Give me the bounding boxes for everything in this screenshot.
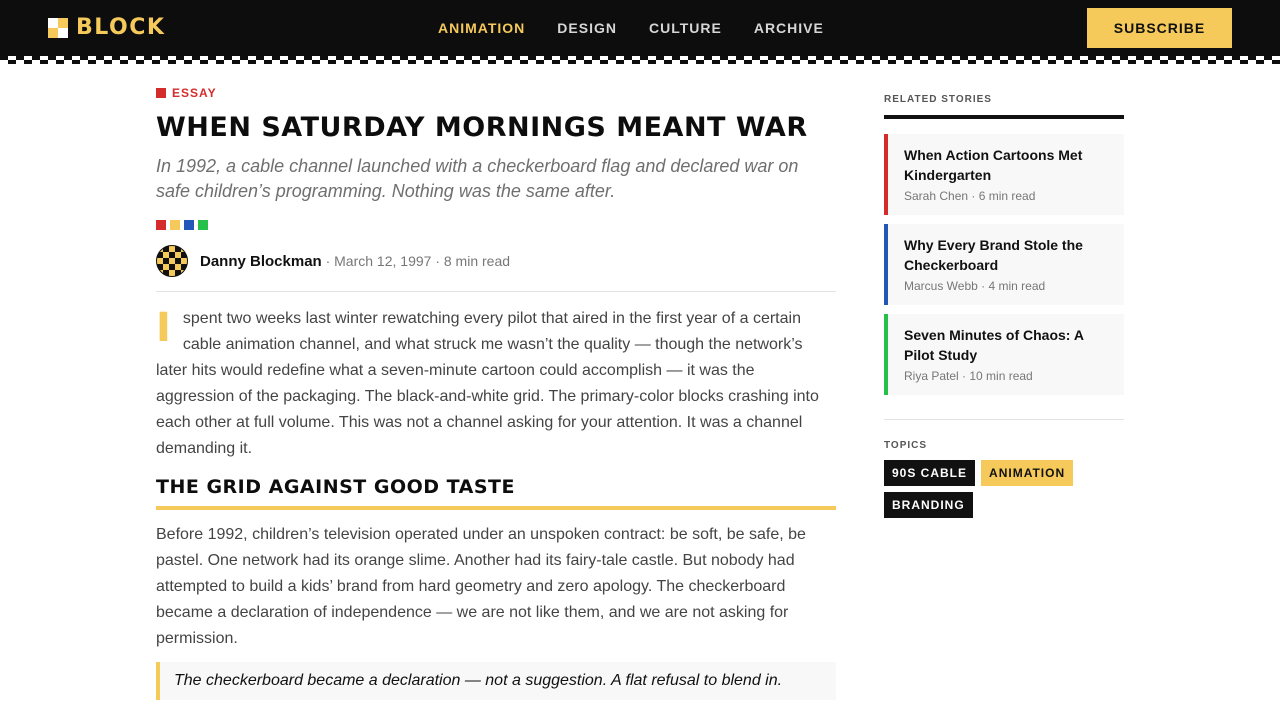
related-story-title[interactable]: Why Every Brand Stole the Checkerboard [904,237,1083,273]
nav-item-design[interactable]: DESIGN [557,20,617,36]
site-logo[interactable] [48,15,166,40]
related-stories-label: RELATED STORIES [884,94,1124,119]
article-dek: In 1992, a cable channel launched with a checkerboard flag and declared war on safe children’s programming. Nothing was the same after. [156,156,799,201]
related-story-card[interactable] [884,314,1124,395]
site-name: BLOCK [76,15,166,40]
topics-label: TOPICS [884,440,928,451]
red-block-icon [156,220,166,230]
paragraph-2: Before 1992, children’s television operated under an unspoken contract: be soft, be safe, be pastel. One network had its orange slime. Another had its fairy-tale castle. But nobody had attempted to build a kids’ brand from hard geometry and zero apology. The checkerboard became a declaration of independence — we are not like them, and we are not asking for permission. [156,526,806,647]
article-meta: · March 12, 1997 · 8 min read [321,252,511,269]
related-story-meta: Sarah Chen · 6 min read [904,189,1036,203]
tag-branding[interactable]: BRANDING [884,492,973,518]
paragraph-1 [156,306,836,462]
kicker-square-icon [156,88,166,98]
sidebar [884,94,1124,518]
article [156,86,836,700]
author-name[interactable]: Danny Blockman [200,252,322,270]
related-story-meta: Marcus Webb · 4 min read [904,279,1046,293]
paragraph-1-text: spent two weeks last winter rewatching every pilot that aired in the first year of a certain cable animation channel, and what struck me wasn’t the quality — though the network’s later hits would redefine what a seven-minute cartoon could accomplish — it was the aggression of the packaging. The black-and-white grid. The primary-color blocks crashing into each other at full volume. This was not a channel asking for your attention. It was a channel demanding it. [156,310,819,457]
article-body [156,306,836,700]
nav-item-animation[interactable]: ANIMATION [438,20,526,36]
green-block-icon [198,220,208,230]
related-story-card[interactable] [884,134,1124,215]
pull-quote: The checkerboard became a declaration — not a suggestion. A flat refusal to blend in. [156,662,836,700]
article-kicker[interactable] [156,86,836,100]
nav-item-archive[interactable]: ARCHIVE [753,20,824,36]
related-story-card[interactable] [884,224,1124,305]
related-story-title[interactable]: When Action Cartoons Met Kindergarten [904,147,1083,183]
topic-tags [884,460,1124,518]
drop-cap: I [156,305,171,351]
tag-animation[interactable]: ANIMATION [981,460,1073,486]
nav-item-culture[interactable]: CULTURE [648,20,722,36]
section-heading: THE GRID AGAINST GOOD TASTE [156,476,836,510]
sidebar-divider [884,419,1124,420]
main-nav [438,0,824,56]
article-title: WHEN SATURDAY MORNINGS MEANT WAR [156,112,808,143]
checker-divider [0,56,1280,64]
subscribe-button[interactable]: SUBSCRIBE [1087,8,1232,48]
top-navigation-bar [0,0,1280,56]
logo-mark-icon [48,18,68,38]
author-avatar[interactable] [156,245,188,277]
blue-block-icon [184,220,194,230]
byline [156,245,836,292]
yellow-block-icon [170,220,180,230]
color-blocks [156,220,836,230]
tag-90s-cable[interactable]: 90S CABLE [884,460,975,486]
related-story-title[interactable]: Seven Minutes of Chaos: A Pilot Study [904,327,1084,363]
related-story-meta: Riya Patel · 10 min read [904,369,1033,383]
kicker-label: ESSAY [172,86,217,100]
